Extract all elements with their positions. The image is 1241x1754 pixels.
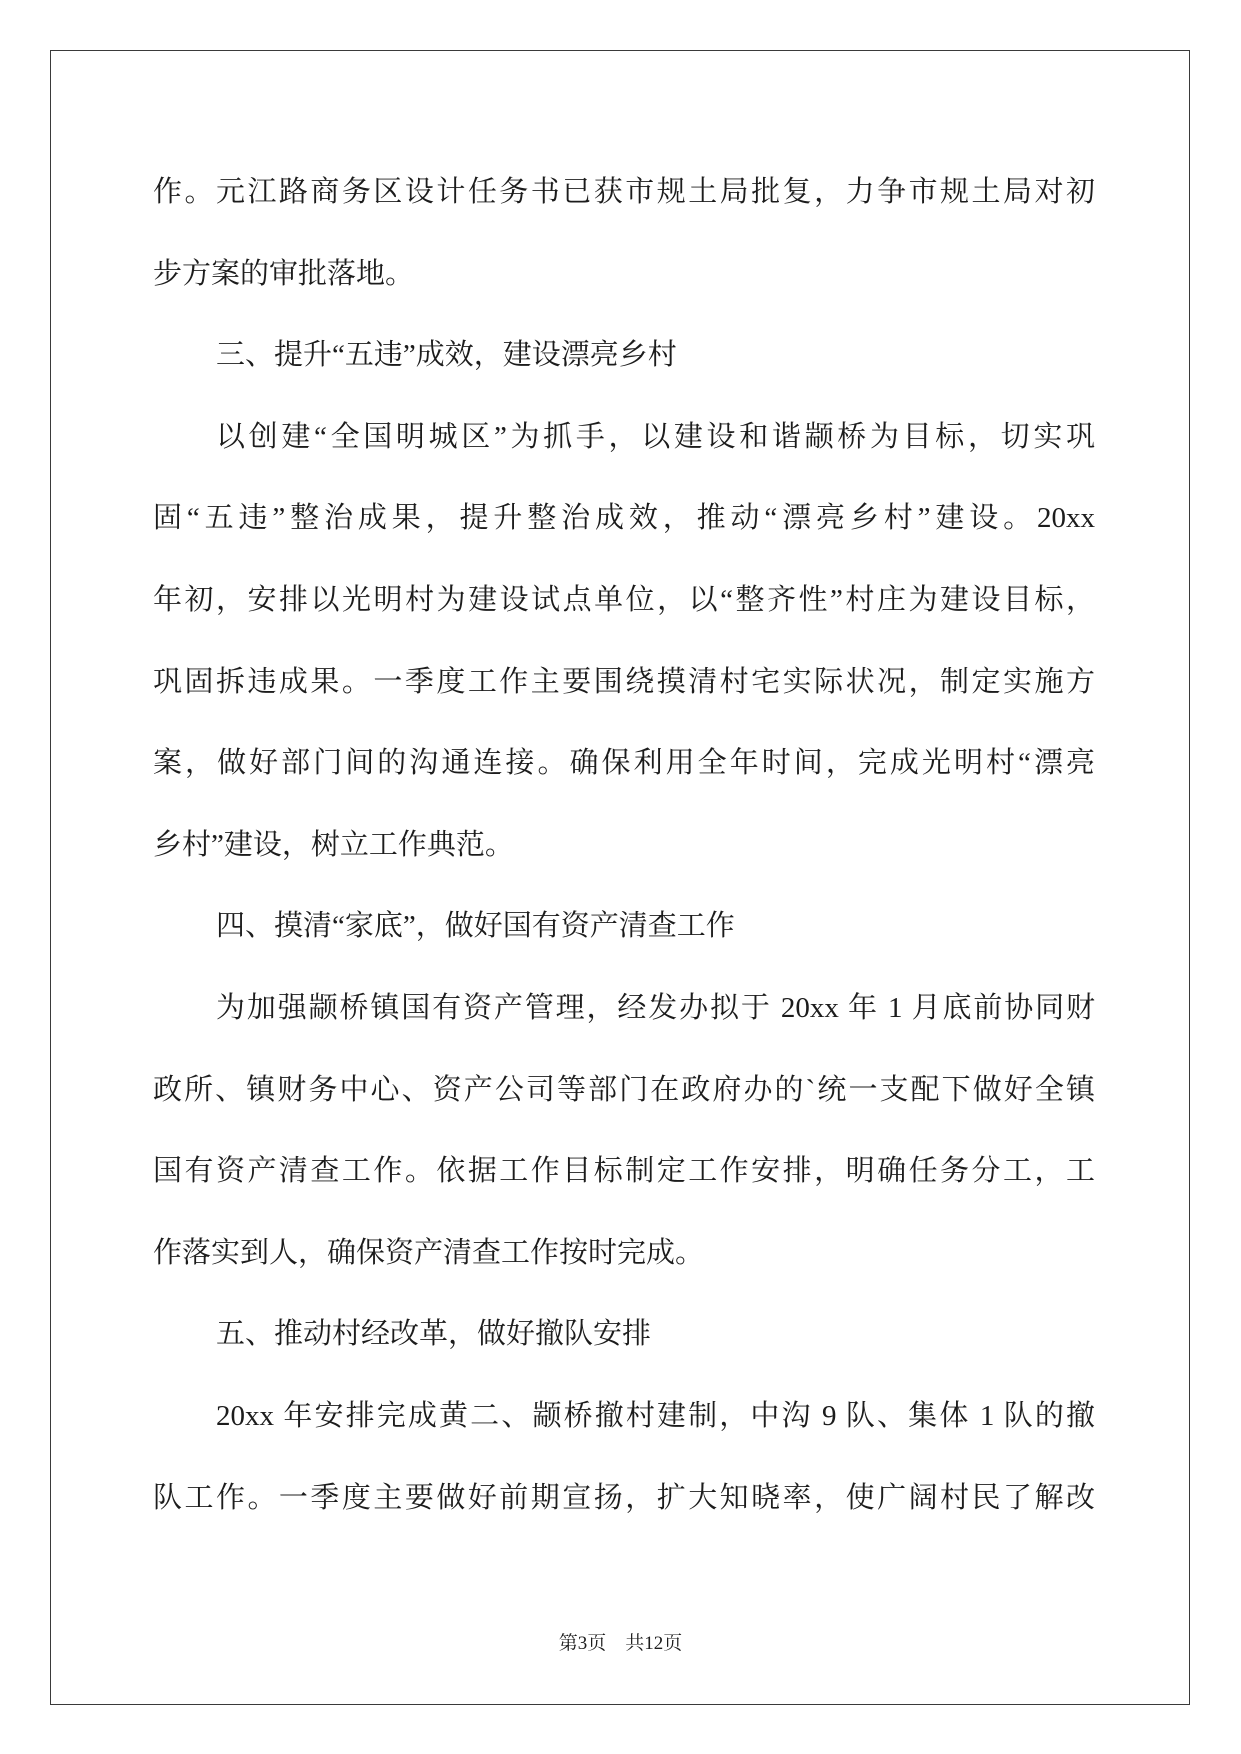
text-line: 年初，安排以光明村为建设试点单位，以“整齐性”村庄为建设目标， bbox=[153, 583, 1095, 616]
heading-text: 三、提升“五违”成效，建设漂亮乡村 bbox=[216, 339, 677, 372]
text-line: 20xx 年安排完成黄二、颛桥撤村建制，中沟 9 队、集体 1 队的撤 bbox=[216, 1399, 1095, 1432]
page-number-footer: 第3页 共12页 bbox=[558, 1633, 683, 1654]
text-line: 为加强颛桥镇国有资产管理，经发办拟于 20xx 年 1 月底前协同财 bbox=[216, 991, 1095, 1024]
text-line: 政所、镇财务中心、资产公司等部门在政府办的`统一支配下做好全镇 bbox=[153, 1073, 1095, 1106]
text-line: 巩固拆违成果。一季度工作主要围绕摸清村宅实际状况，制定实施方 bbox=[153, 665, 1095, 698]
text-line: 步方案的审批落地。 bbox=[153, 257, 415, 290]
section-heading-4 bbox=[153, 886, 1095, 968]
text-line: 案，做好部门间的沟通连接。确保利用全年时间，完成光明村“漂亮 bbox=[153, 747, 1095, 780]
section-heading-3 bbox=[153, 315, 1095, 397]
text-line: 队工作。一季度主要做好前期宣扬，扩大知晓率，使广阔村民了解改 bbox=[153, 1481, 1095, 1514]
paragraph bbox=[153, 968, 1095, 1294]
text-line: 作。元江路商务区设计任务书已获市规土局批复，力争市规土局对初 bbox=[153, 176, 1095, 208]
text-line: 作落实到人，确保资产清查工作按时完成。 bbox=[153, 1236, 705, 1269]
paragraph bbox=[153, 1376, 1095, 1539]
section-heading-5 bbox=[153, 1294, 1095, 1376]
heading-text: 四、摸清“家底”，做好国有资产清查工作 bbox=[216, 910, 735, 943]
text-line: 乡村”建设，树立工作典范。 bbox=[153, 828, 514, 861]
paragraph bbox=[153, 397, 1095, 887]
text-line: 固“五违”整治成果，提升整治成效，推动“漂亮乡村”建设。20xx bbox=[153, 502, 1095, 535]
heading-text: 五、推动村经改革，做好撤队安排 bbox=[216, 1318, 652, 1351]
text-line: 以创建“全国明城区”为抓手，以建设和谐颛桥为目标，切实巩 bbox=[216, 420, 1095, 453]
paragraph bbox=[153, 152, 1095, 315]
text-line: 国有资产清查工作。依据工作目标制定工作安排，明确任务分工，工 bbox=[153, 1155, 1095, 1188]
document-body bbox=[153, 152, 1095, 1539]
